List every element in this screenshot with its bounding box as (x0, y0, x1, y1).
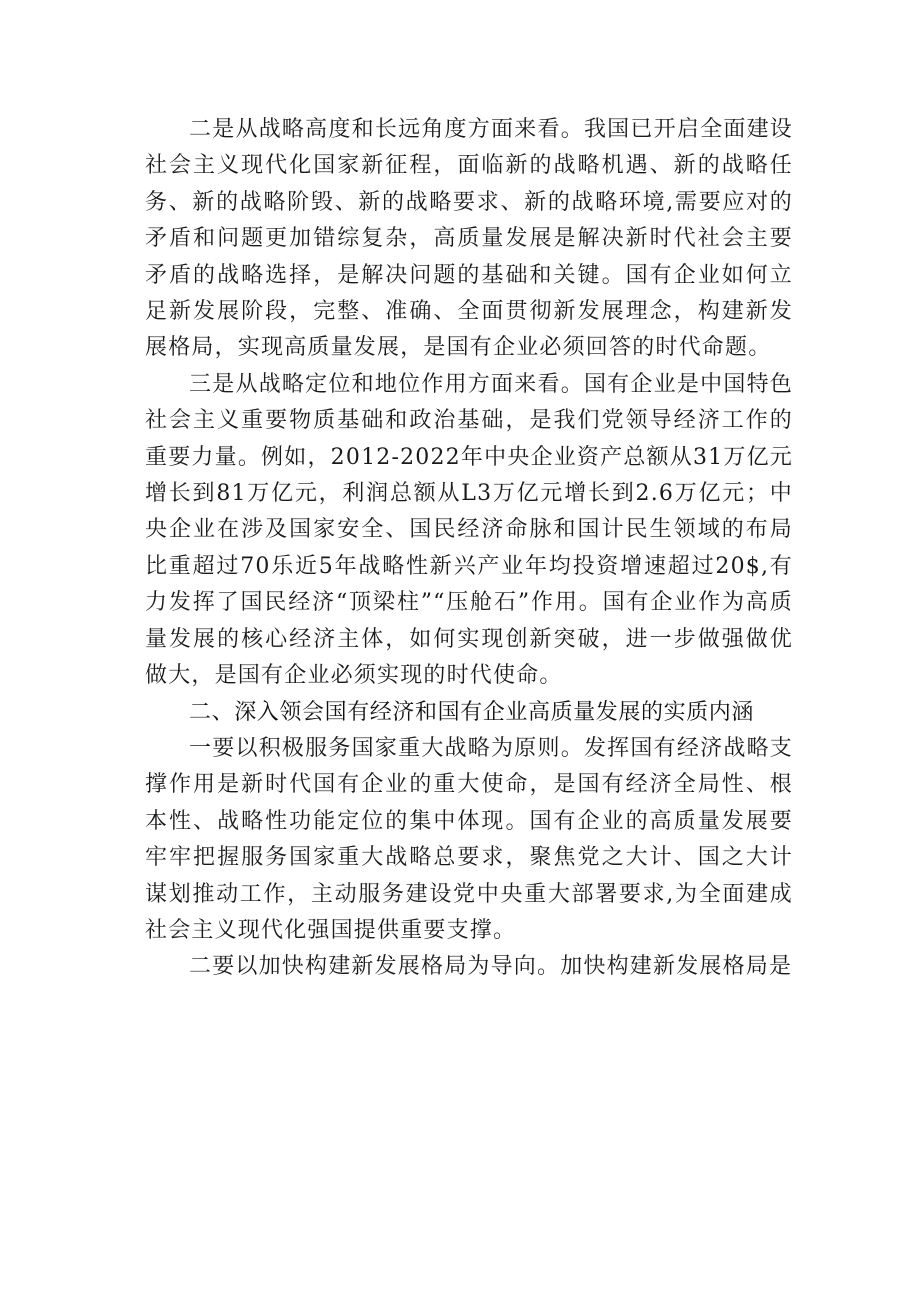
document-body (145, 112, 793, 986)
section-heading: 二、深入领会国有经济和国有企业高质量发展的实质内涵 (189, 699, 755, 725)
paragraph-strategic-height: 二是从战略高度和长远角度方面来看。我国已开启全面建设社会主义现代化国家新征程，面临新的战略机遇、新的战略任务、新的战略阶毁、新的战略要求、新的战略环境,需要应对的矛盾和问题更加错综复杂，高质量发展是解决新时代社会主要矛盾的战略选择，是解决问题的基础和关键。国有企业如何立足新发展阶段，完整、准确、全面贯彻新发展理念，构建新发展格局，实现高质量发展，是国有企业必须回答的时代命题。 (145, 117, 793, 361)
paragraph-strategic-positioning: 三是从战略定位和地位作用方面来看。国有企业是中国特色社会主义重要物质基础和政治基础，是我们党领导经济工作的重要力量。例如，2012-2022年中央企业资产总额从31万亿元增长到81万亿元，利润总额从L3万亿元增长到2.6万亿元；中央企业在涉及国家安全、国民经济命脉和国计民生领域的布局比重超过70乐近5年战略性新兴产业年均投资增速超过20$,有力发挥了国民经济“顶梁柱”“压舱石”作用。国有企业作为高质量发展的核心经济主体，如何实现创新突破，进一步做强做优做大，是国有企业必须实现的时代使命。 (145, 371, 793, 689)
paragraph-serve-national-strategy: 一要以积极服务国家重大战略为原则。发挥国有经济战略支撑作用是新时代国有企业的重大使命，是国有经济全局性、根本性、战略性功能定位的集中体现。国有企业的高质量发展要牢牢把握服务国家重大战略总要求，聚焦党之大计、国之大计谋划推动工作，主动服务建设党中央重大部署要求,为全面建成社会主义现代化强国提供重要支撑。 (145, 735, 793, 943)
paragraph-new-development-pattern: 二要以加快构建新发展格局为导向。加快构建新发展格局是 (189, 954, 793, 980)
